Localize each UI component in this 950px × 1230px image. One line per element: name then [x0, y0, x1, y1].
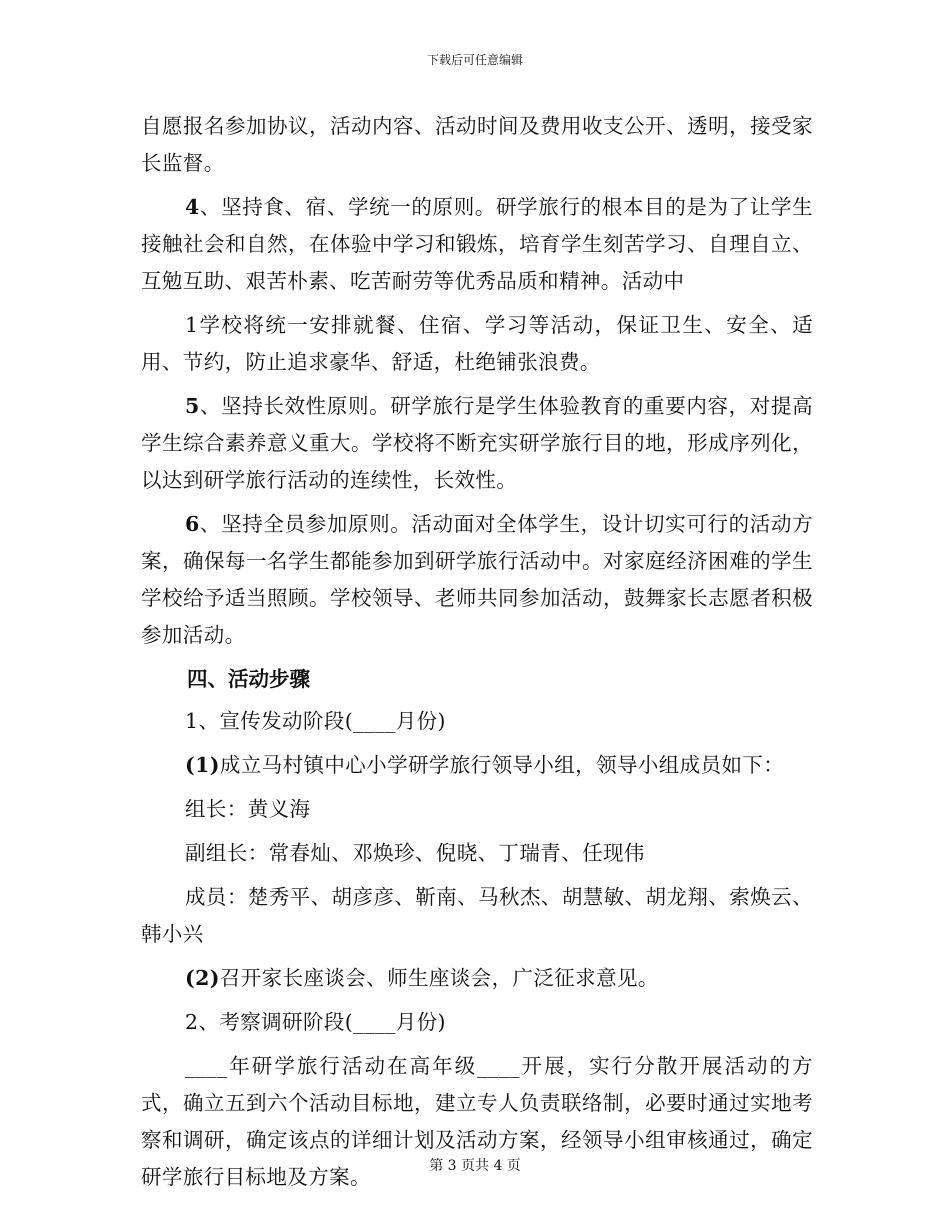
item-number: (1)	[185, 753, 220, 777]
page-footer: 第 3 页共 4 页	[429, 1158, 521, 1174]
paragraph-principle-6: 6、坚持全员参加原则。活动面对全体学生，设计切实可行的活动方案，确保每一名学生都能参加到研学旅行活动中。对家庭经济困难的学生学校给予适当照顾。学校领导、老师共同参加活动，鼓舞家长志愿者积极参加活动。	[141, 512, 813, 647]
paragraph-vice-leaders: 副组长：常春灿、邓焕珍、倪晓、丁瑞青、任现伟	[185, 841, 645, 865]
paragraph-principle-4: 4、坚持食、宿、学统一的原则。研学旅行的根本目的是为了让学生接触社会和自然，在体验中学习和锻炼，培育学生刻苦学习、自理自立、互勉互助、艰苦朴素、吃苦耐劳等优秀品质和精神。活动中	[141, 195, 813, 293]
document-body	[141, 108, 813, 1203]
paragraph-sub-1: (1)成立马村镇中心小学研学旅行领导小组，领导小组成员如下：	[185, 753, 785, 777]
paragraph-sub-2: (2)召开家长座谈会、师生座谈会，广泛征求意见。	[185, 966, 659, 990]
paragraph-continuation: 自愿报名参加协议，活动内容、活动时间及费用收支公开、透明，接受家长监督。	[141, 114, 813, 175]
section-heading: 四、活动步骤	[187, 667, 310, 691]
item-number: (2)	[185, 966, 220, 990]
item-number: 5	[185, 394, 200, 418]
paragraph-group-leader: 组长：黄义海	[185, 797, 311, 821]
item-number: 4	[185, 195, 200, 219]
paragraph-stage-2: 2、考察调研阶段(____月份)	[185, 1010, 446, 1034]
item-number: 6	[185, 512, 200, 536]
paragraph-principle-5: 5、坚持长效性原则。研学旅行是学生体验教育的重要内容，对提高学生综合素养意义重大。学校将不断充实研学旅行目的地，形成序列化，以达到研学旅行活动的连续性，长效性。	[141, 394, 813, 492]
paragraph-arrangement: 1学校将统一安排就餐、住宿、学习等活动，保证卫生、安全、适用、节约，防止追求豪华、舒适，杜绝铺张浪费。	[141, 313, 813, 374]
paragraph-members: 成员：楚秀平、胡彦彦、靳南、马秋杰、胡慧敏、胡龙翔、索焕云、韩小兴	[141, 885, 813, 946]
paragraph-stage-1: 1、宣传发动阶段(____月份)	[185, 709, 446, 733]
page-header: 下载后可任意编辑	[426, 53, 523, 67]
paragraph-stage-2-detail: ____年研学旅行活动在高年级____开展，实行分散开展活动的方式，确立五到六个活动目标地，建立专人负责联络制，必要时通过实地考察和调研，确定该点的详细计划及活动方案，经领导小组审核通过，确定研学旅行目标地及方案。	[141, 1054, 813, 1189]
